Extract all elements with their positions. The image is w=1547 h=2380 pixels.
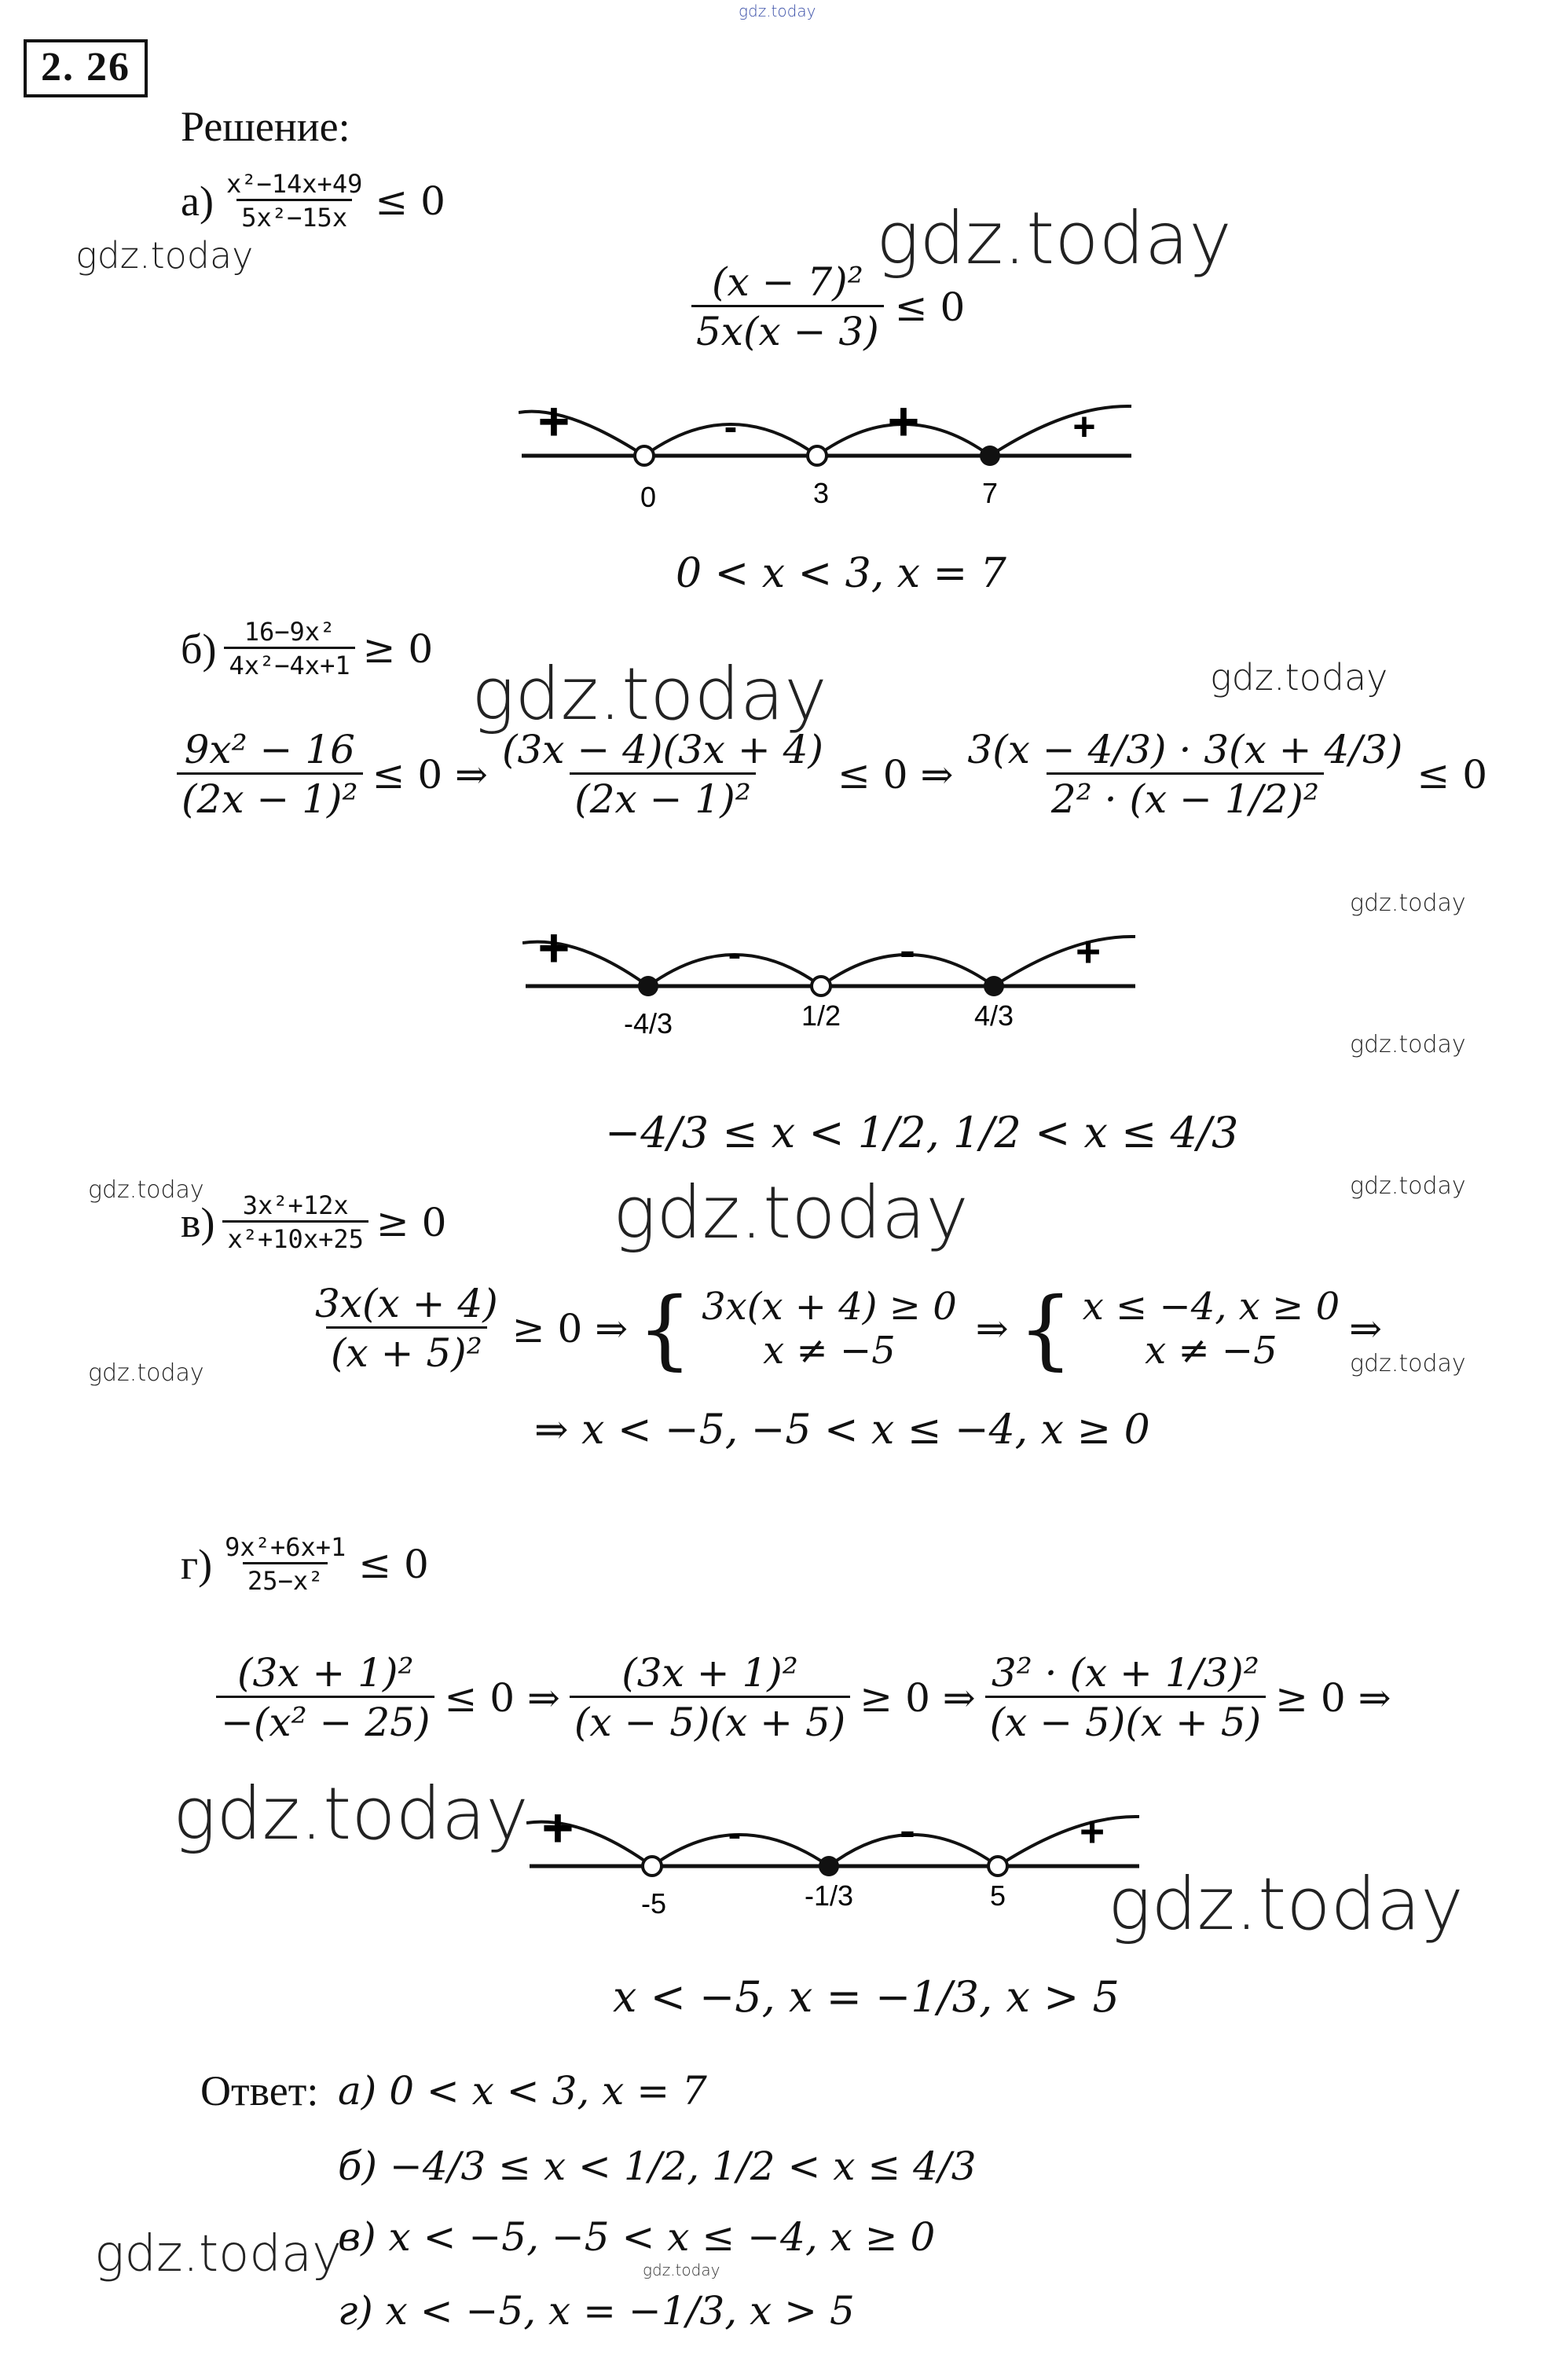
point-label: -4/3 <box>623 1007 673 1040</box>
part-b-s2-rel: ≤ 0 ⇒ <box>838 751 954 798</box>
part-a-given-fraction <box>222 169 367 233</box>
filled-point <box>980 446 1000 466</box>
answer-b: б) −4/3 ≤ x < 1/2, 1/2 < x ≤ 4/3 <box>338 2143 977 2189</box>
part-a-step-fraction <box>691 259 884 354</box>
point-label: 3 <box>812 477 830 509</box>
part-a-step <box>691 259 965 354</box>
number-line-g <box>526 1807 1147 1933</box>
watermark-v1: gdz.today <box>88 1176 204 1204</box>
watermark-g1: gdz.today <box>173 1772 529 1856</box>
part-g-s3-fraction <box>985 1650 1266 1745</box>
part-b-steps <box>177 727 1487 822</box>
system-brace: { <box>1017 1278 1073 1379</box>
watermark-b4: gdz.today <box>1350 1031 1466 1058</box>
part-a-letter: а) <box>181 177 214 225</box>
part-g-s3-rel: ≥ 0 ⇒ <box>1275 1674 1391 1721</box>
part-g-letter: г) <box>181 1540 213 1588</box>
watermark-v4: gdz.today <box>88 1359 204 1387</box>
system-1-line-1: 3x(x + 4) ≥ 0 <box>702 1284 957 1329</box>
part-g-s2-fraction <box>570 1650 850 1745</box>
system-2-line-2: x ≠ −5 <box>1145 1328 1278 1373</box>
part-b-given-den: 4x²−4x+1 <box>224 647 354 680</box>
point-label: 1/2 <box>801 999 841 1032</box>
part-b-given-rel: ≥ 0 <box>362 625 434 672</box>
part-g-given-fraction <box>220 1532 350 1596</box>
part-b-letter: б) <box>181 625 217 673</box>
part-a-given-rel: ≤ 0 <box>375 178 445 224</box>
part-a-given-num: x²−14x+49 <box>225 169 363 199</box>
part-v-s1-den: (x + 5)² <box>326 1326 487 1376</box>
part-g-result: x < −5, x = −1/3, x > 5 <box>613 1972 1120 2022</box>
part-g-given-den: 25−x² <box>243 1562 328 1596</box>
part-g-s1-fraction <box>216 1650 434 1745</box>
part-b-s3-rel: ≤ 0 <box>1417 751 1488 798</box>
part-a-result: 0 < x < 3, x = 7 <box>676 550 1006 597</box>
watermark-ans2: gdz.today <box>643 2261 720 2279</box>
point-label: 7 <box>981 477 999 509</box>
sign-1: + <box>541 1807 574 1858</box>
part-v-result: ⇒ x < −5, −5 < x ≤ −4, x ≥ 0 <box>534 1406 1150 1454</box>
problem-number-text: 2. 26 <box>41 45 130 90</box>
watermark-v2: gdz.today <box>1350 1172 1466 1200</box>
part-v-letter: в) <box>181 1198 215 1246</box>
sign-4: + <box>1075 927 1102 976</box>
part-g-s1-den: −(x² − 25) <box>216 1696 434 1745</box>
sign-2: - <box>728 931 742 975</box>
filled-point <box>638 976 658 996</box>
filled-point <box>984 976 1004 996</box>
watermark-b3: gdz.today <box>1350 889 1466 917</box>
sign-arc <box>990 406 1131 456</box>
part-b-given <box>181 617 433 680</box>
part-b-s1-rel: ≤ 0 ⇒ <box>372 751 488 798</box>
part-a-given-den: 5x²−15x <box>236 199 352 233</box>
solution-label: Решение: <box>181 103 350 150</box>
part-g-s3-num: 3² · (x + 1/3)² <box>991 1650 1259 1696</box>
system-brace: { <box>637 1278 693 1379</box>
sign-1: + <box>537 397 570 452</box>
part-g-given-rel: ≤ 0 <box>358 1541 429 1587</box>
watermark-b1: gdz.today <box>471 652 827 736</box>
sign-arc <box>994 937 1135 986</box>
part-b-s2-num: (3x − 4)(3x + 4) <box>501 727 823 772</box>
sign-arc <box>998 1817 1139 1866</box>
system-1-line-2: x ≠ −5 <box>763 1328 896 1373</box>
open-point <box>635 446 654 465</box>
point-label: 0 <box>640 481 657 513</box>
sign-4: + <box>1079 1807 1105 1856</box>
point-label: -5 <box>640 1887 667 1920</box>
part-b-given-num: 16−9x² <box>244 617 335 647</box>
sign-3: + <box>887 397 920 452</box>
part-g-steps <box>216 1650 1391 1745</box>
point-label: 4/3 <box>973 999 1014 1032</box>
part-a-step-den: 5x(x − 3) <box>691 305 884 354</box>
open-point <box>643 1857 662 1876</box>
sign-4: + <box>1072 405 1096 449</box>
answer-v: в) x < −5, −5 < x ≤ −4, x ≥ 0 <box>338 2214 936 2260</box>
part-b-s1-den: (2x − 1)² <box>177 772 363 822</box>
answer-a: а) 0 < x < 3, x = 7 <box>338 2068 707 2114</box>
part-v-steps <box>310 1278 1383 1379</box>
sign-1: + <box>537 927 570 978</box>
watermark-a2: gdz.today <box>876 196 1232 281</box>
part-g-s3-den: (x − 5)(x + 5) <box>985 1696 1266 1745</box>
open-point <box>812 977 830 996</box>
part-g-given-num: 9x²+6x+1 <box>225 1532 346 1562</box>
open-point <box>808 446 827 465</box>
answer-g: г) x < −5, x = −1/3, x > 5 <box>338 2288 855 2334</box>
sign-3: - <box>900 927 915 977</box>
part-v-s1-fraction <box>310 1281 503 1376</box>
part-b-s1-num: 9x² − 16 <box>184 727 355 772</box>
part-v-given <box>181 1190 446 1254</box>
part-g-s1-rel: ≤ 0 ⇒ <box>444 1674 560 1721</box>
watermark-v5: gdz.today <box>1350 1350 1466 1377</box>
part-a-step-num: (x − 7)² <box>711 259 863 305</box>
watermark-g2: gdz.today <box>1108 1862 1464 1946</box>
part-a-given <box>181 169 445 233</box>
part-a-step-rel: ≤ 0 <box>894 284 966 330</box>
sign-2: - <box>724 405 738 449</box>
part-v-given-den: x²+10x+25 <box>222 1220 368 1254</box>
filled-point <box>819 1856 839 1876</box>
sign-2: - <box>728 1811 742 1855</box>
system-1 <box>702 1285 957 1373</box>
end-arrow: ⇒ <box>1349 1305 1383 1351</box>
part-g-s2-num: (3x + 1)² <box>621 1650 798 1696</box>
answer-label: Ответ: <box>200 2067 319 2114</box>
number-line-a <box>519 397 1139 523</box>
part-b-s3-num: 3(x − 4/3) · 3(x + 4/3) <box>967 727 1403 772</box>
watermark-top: gdz.today <box>739 2 816 20</box>
part-v-s1-num: 3x(x + 4) <box>315 1281 498 1326</box>
part-g-given <box>181 1532 429 1596</box>
part-v-given-num: 3x²+12x <box>242 1190 349 1220</box>
part-v-given-fraction <box>222 1190 368 1254</box>
part-g-s2-rel: ≥ 0 ⇒ <box>860 1674 976 1721</box>
open-point <box>988 1857 1007 1876</box>
part-g-s2-den: (x − 5)(x + 5) <box>570 1696 850 1745</box>
number-line-b <box>522 927 1143 1053</box>
part-b-s3-den: 2² · (x − 1/2)² <box>1047 772 1324 822</box>
watermark-a1: gdz.today <box>75 234 254 277</box>
part-b-given-fraction <box>224 617 354 680</box>
sign-3: - <box>900 1807 915 1857</box>
system-2 <box>1083 1285 1340 1373</box>
problem-number <box>24 39 148 97</box>
part-b-s1-fraction <box>177 727 363 822</box>
part-b-s3-fraction <box>962 727 1407 822</box>
system-arrow: ⇒ <box>975 1305 1009 1351</box>
point-label: -1/3 <box>804 1879 854 1912</box>
part-b-s2-den: (2x − 1)² <box>570 772 756 822</box>
watermark-v3: gdz.today <box>613 1171 969 1255</box>
part-b-s2-fraction <box>497 727 828 822</box>
part-v-s1-rel: ≥ 0 ⇒ <box>511 1305 629 1351</box>
part-g-s1-num: (3x + 1)² <box>236 1650 414 1696</box>
watermark-b2: gdz.today <box>1210 656 1388 699</box>
part-b-result: −4/3 ≤ x < 1/2, 1/2 < x ≤ 4/3 <box>605 1108 1239 1157</box>
system-2-line-1: x ≤ −4, x ≥ 0 <box>1082 1284 1340 1329</box>
part-v-given-rel: ≥ 0 <box>376 1199 447 1245</box>
watermark-ans1: gdz.today <box>94 2225 342 2283</box>
point-label: 5 <box>989 1879 1006 1912</box>
